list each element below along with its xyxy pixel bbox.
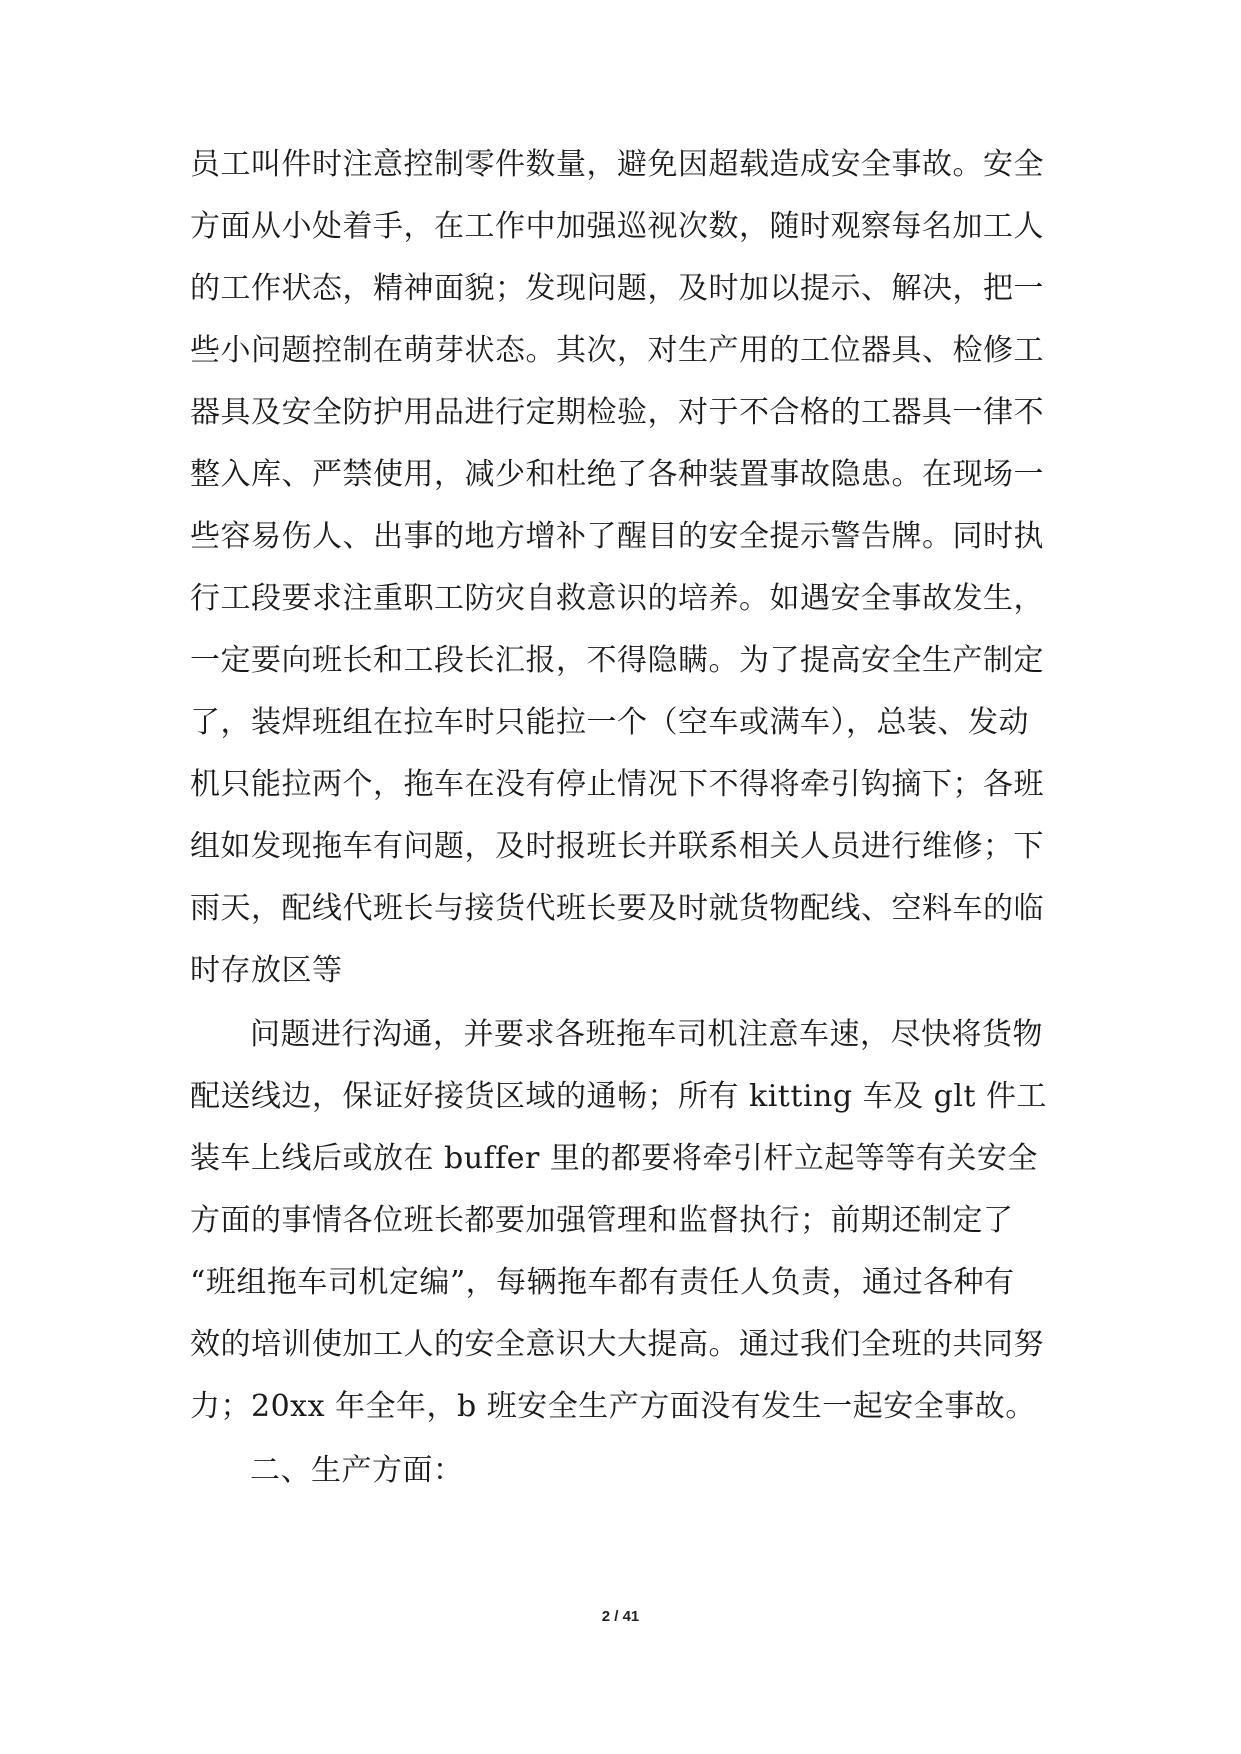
body-text-line: 整入库、严禁使用，减少和杜绝了各种装置事故隐患。在现场一	[190, 457, 1044, 492]
body-text-line: 配送线边，保证好接货区域的通畅；所有 kitting 车及 glt 件工	[190, 1079, 1048, 1114]
body-text-line: 机只能拉两个，拖车在没有停止情况下不得将牵引钩摘下；各班	[190, 767, 1044, 802]
body-text-line: 时存放区等	[190, 953, 343, 988]
body-text-line: “班组拖车司机定编”，每辆拖车都有责任人负责，通过各种有	[190, 1265, 1015, 1300]
body-text-line: 雨天，配线代班长与接货代班长要及时就货物配线、空料车的临	[190, 891, 1044, 926]
paragraph-first-line: 问题进行沟通，并要求各班拖车司机注意车速，尽快将货物	[250, 1017, 1043, 1052]
body-text-line: 员工叫件时注意控制零件数量，避免因超载造成安全事故。安全	[190, 147, 1044, 182]
body-text-line: 组如发现拖车有问题，及时报班长并联系相关人员进行维修；下	[190, 829, 1044, 864]
body-text-line: 一定要向班长和工段长汇报，不得隐瞒。为了提高安全生产制定	[190, 643, 1044, 678]
body-text-line: 装车上线后或放在 buffer 里的都要将牵引杆立起等等有关安全	[190, 1141, 1038, 1176]
body-text-line: 行工段要求注重职工防灾自救意识的培养。如遇安全事故发生，	[190, 581, 1044, 616]
body-text-line: 的工作状态，精神面貌；发现问题，及时加以提示、解决，把一	[190, 271, 1044, 306]
body-text-line: 效的培训使加工人的安全意识大大提高。通过我们全班的共同努	[190, 1327, 1044, 1362]
body-text-line: 器具及安全防护用品进行定期检验，对于不合格的工器具一律不	[190, 395, 1044, 430]
section-heading: 二、生产方面：	[250, 1453, 464, 1488]
body-text-line: 了，装焊班组在拉车时只能拉一个（空车或满车），总装、发动	[190, 705, 1029, 740]
body-text-line: 方面的事情各位班长都要加强管理和监督执行；前期还制定了	[190, 1203, 1014, 1238]
body-text-line: 方面从小处着手，在工作中加强巡视次数，随时观察每名加工人	[190, 209, 1044, 244]
body-text-line: 力；20xx 年全年，b 班安全生产方面没有发生一起安全事故。	[190, 1389, 1036, 1424]
body-text-line: 些小问题控制在萌芽状态。其次，对生产用的工位器具、检修工	[190, 333, 1044, 368]
page-number: 2 / 41	[601, 1608, 640, 1625]
body-text-line: 些容易伤人、出事的地方增补了醒目的安全提示警告牌。同时执	[190, 519, 1044, 554]
